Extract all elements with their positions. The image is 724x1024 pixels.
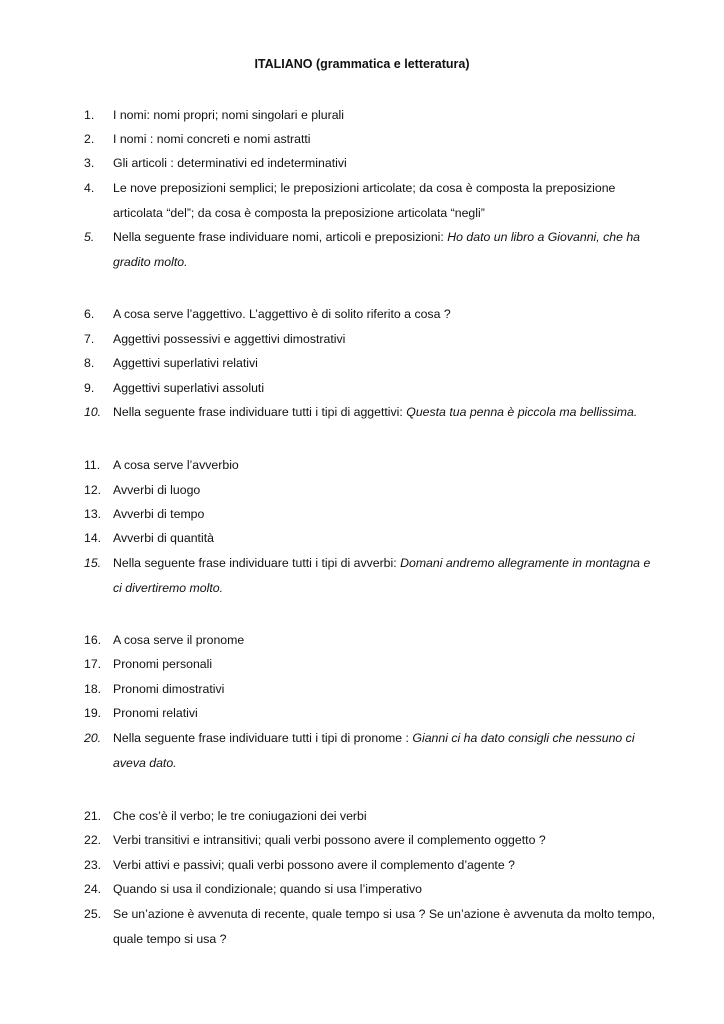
item-number: 19. bbox=[84, 706, 102, 720]
item-text: Nella seguente frase individuare nomi, articoli e preposizioni: bbox=[113, 230, 448, 244]
item-number: 7. bbox=[84, 332, 95, 346]
item-text-container bbox=[113, 551, 658, 600]
item-number: 15. bbox=[84, 556, 102, 570]
item-text: A cosa serve l’avverbio bbox=[113, 458, 239, 472]
item-number: 20. bbox=[84, 731, 102, 745]
example-sentence: Ho dato un libro a Giovanni, che ha gradito molto. bbox=[113, 230, 641, 269]
item-number: 12. bbox=[84, 483, 102, 497]
item-text: Che cos’è il verbo; le tre coniugazioni dei verbi bbox=[113, 809, 367, 823]
item-text: Verbi attivi e passivi; quali verbi possono avere il complemento d’agente ? bbox=[113, 858, 515, 872]
item-text: A cosa serve l’aggettivo. L’aggettivo è di solito riferito a cosa ? bbox=[113, 307, 451, 321]
item-number: 13. bbox=[84, 507, 102, 521]
item-number: 24. bbox=[84, 882, 102, 896]
item-text: Avverbi di tempo bbox=[113, 507, 205, 521]
example-sentence: Domani andremo allegramente in montagna e ci divertiremo molto. bbox=[113, 556, 651, 595]
example-sentence: Questa tua penna è piccola ma bellissima. bbox=[406, 405, 638, 419]
item-text-container bbox=[113, 726, 658, 775]
item-number: 3. bbox=[84, 156, 95, 170]
item-text: Pronomi personali bbox=[113, 657, 213, 671]
item-text: Nella seguente frase individuare tutti i tipi di pronome : bbox=[113, 731, 413, 745]
item-text: Avverbi di luogo bbox=[113, 483, 201, 497]
item-text: Se un’azione è avvenuta di recente, quale tempo si usa ? Se un’azione è avvenuta da molto tempo, quale tempo si usa ? bbox=[113, 907, 656, 946]
item-text: Aggettivi superlativi relativi bbox=[113, 356, 258, 370]
item-number: 10. bbox=[84, 405, 102, 419]
item-number: 22. bbox=[84, 833, 102, 847]
item-number: 23. bbox=[84, 858, 102, 872]
item-number: 16. bbox=[84, 633, 102, 647]
item-text: Nella seguente frase individuare tutti i tipi di avverbi: bbox=[113, 556, 401, 570]
item-text: Gli articoli : determinativi ed indeterminativi bbox=[113, 156, 347, 170]
item-text: Aggettivi superlativi assoluti bbox=[113, 381, 265, 395]
item-number: 21. bbox=[84, 809, 102, 823]
item-text: Avverbi di quantità bbox=[113, 531, 214, 545]
item-text-container bbox=[113, 225, 658, 274]
item-number: 1. bbox=[84, 108, 95, 122]
page-title: ITALIANO (grammatica e letteratura) bbox=[254, 57, 470, 71]
item-number: 8. bbox=[84, 356, 95, 370]
item-text: I nomi : nomi concreti e nomi astratti bbox=[113, 132, 311, 146]
item-number: 6. bbox=[84, 307, 95, 321]
item-text: Verbi transitivi e intransitivi; quali verbi possono avere il complemento oggetto ? bbox=[113, 833, 546, 847]
item-text: Pronomi dimostrativi bbox=[113, 682, 225, 696]
item-number: 4. bbox=[84, 181, 95, 195]
item-text: Pronomi relativi bbox=[113, 706, 198, 720]
item-text: Nella seguente frase individuare tutti i tipi di aggettivi: bbox=[113, 405, 407, 419]
item-number: 5. bbox=[84, 230, 95, 244]
item-text-container bbox=[113, 400, 658, 425]
item-number: 17. bbox=[84, 657, 102, 671]
example-sentence: Gianni ci ha dato consigli che nessuno ci aveva dato. bbox=[113, 731, 635, 770]
item-number: 25. bbox=[84, 907, 102, 921]
item-text: Aggettivi possessivi e aggettivi dimostrativi bbox=[113, 332, 346, 346]
item-number: 11. bbox=[84, 458, 101, 472]
item-text: Le nove preposizioni semplici; le preposizioni articolate; da cosa è composta la preposizione articolata “del”; da cosa è composta la preposizione articolata “negli” bbox=[113, 181, 616, 220]
item-number: 14. bbox=[84, 531, 102, 545]
item-text: I nomi: nomi propri; nomi singolari e plurali bbox=[113, 108, 345, 122]
item-number: 18. bbox=[84, 682, 102, 696]
item-number: 9. bbox=[84, 381, 95, 395]
item-text: Quando si usa il condizionale; quando si usa l’imperativo bbox=[113, 882, 422, 896]
item-text: A cosa serve il pronome bbox=[113, 633, 245, 647]
item-number: 2. bbox=[84, 132, 95, 146]
